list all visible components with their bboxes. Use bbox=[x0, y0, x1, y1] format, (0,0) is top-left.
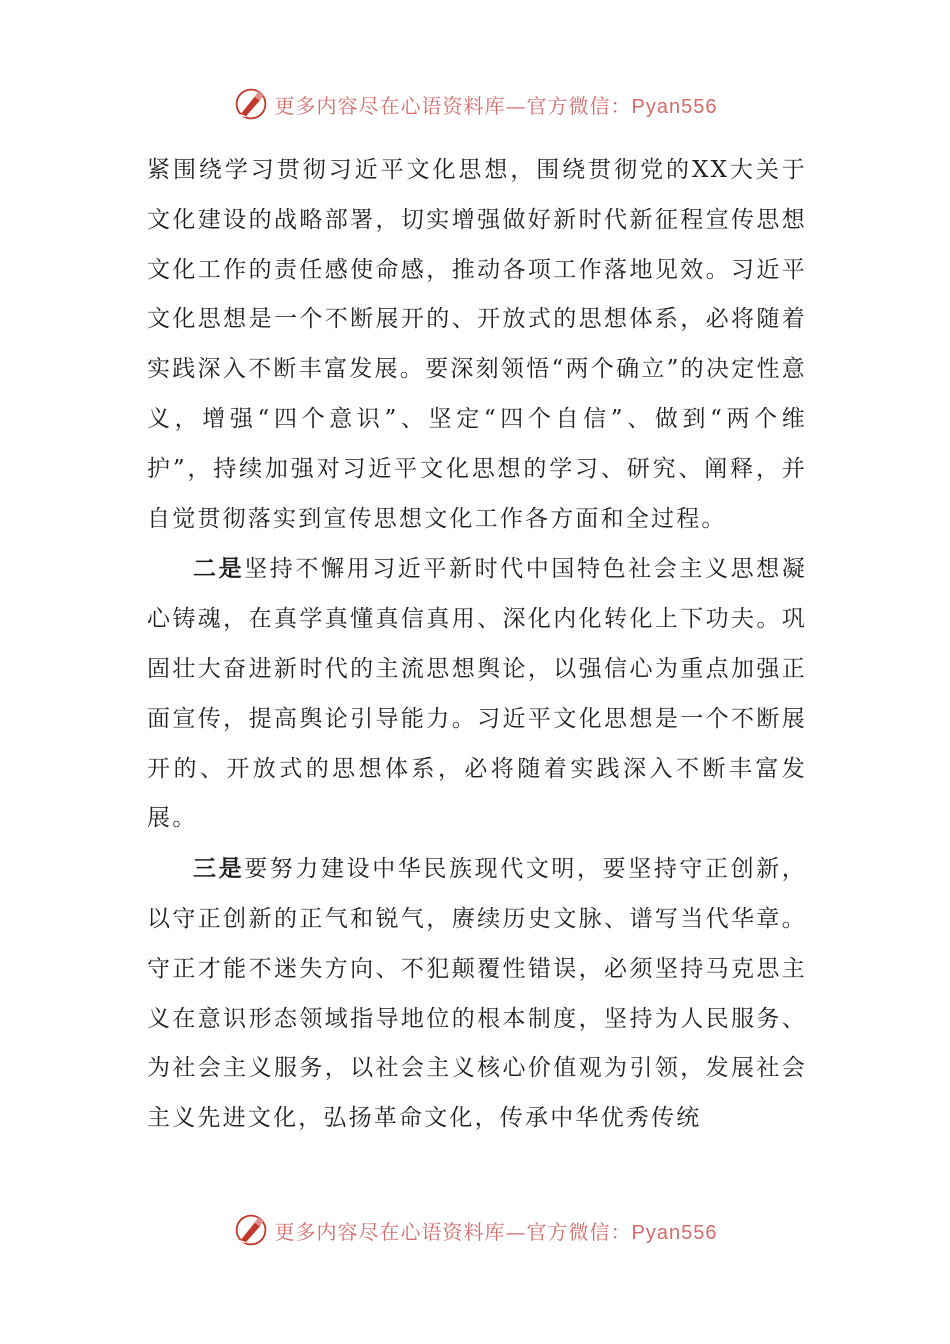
paragraph-3-text: 要努力建设中华民族现代文明，要坚持守正创新，以守正创新的正气和锐气，赓续历史文脉、谱写当代华章。守正才能不迷失方向、不犯颠覆性错误，必须坚持马克思主义在意识形态领域指导地位的根本制度，坚持为人民服务、为社会主义服务，以社会主义核心价值观为引领，发展社会主义先进文化，弘扬革命文化，传承中华优秀传统 bbox=[147, 856, 807, 1132]
footer-banner-text: 更多内容尽在心语资料库—官方微信：Pyan556 bbox=[274, 1219, 718, 1244]
pen-nib-logo-icon bbox=[233, 1212, 269, 1248]
paragraph-2-lead: 二是 bbox=[193, 555, 245, 583]
pen-nib-logo-icon bbox=[233, 86, 269, 122]
header-banner-text: 更多内容尽在心语资料库—官方微信：Pyan556 bbox=[274, 93, 718, 118]
document-body bbox=[147, 146, 807, 1144]
footer-wechat-id: Pyan556 bbox=[631, 1221, 718, 1244]
header-wechat-id: Pyan556 bbox=[631, 95, 718, 118]
paragraph-1: 紧围绕学习贯彻习近平文化思想，围绕贯彻党的XX大关于文化建设的战略部署，切实增强做好新时代新征程宣传思想文化工作的责任感使命感，推动各项工作落地见效。习近平文化思想是一个不断展开的、开放式的思想体系，必将随着实践深入不断丰富发展。要深刻领悟“两个确立”的决定性意义，增强“四个意识”、坚定“四个自信”、做到“两个维护”，持续加强对习近平文化思想的学习、研究、阐释，并自觉贯彻落实到宣传思想文化工作各方面和全过程。 bbox=[147, 157, 807, 532]
paragraph-2-text: 坚持不懈用习近平新时代中国特色社会主义思想凝心铸魂，在真学真懂真信真用、深化内化转化上下功夫。巩固壮大奋进新时代的主流思想舆论，以强信心为重点加强正面宣传，提高舆论引导能力。习近平文化思想是一个不断展开的、开放式的思想体系，必将随着实践深入不断丰富发展。 bbox=[147, 556, 807, 832]
footer-banner bbox=[0, 1210, 950, 1250]
header-banner bbox=[0, 84, 950, 124]
paragraph-3 bbox=[147, 844, 807, 1144]
paragraph-2 bbox=[147, 544, 807, 844]
paragraph-3-lead: 三是 bbox=[193, 855, 245, 883]
